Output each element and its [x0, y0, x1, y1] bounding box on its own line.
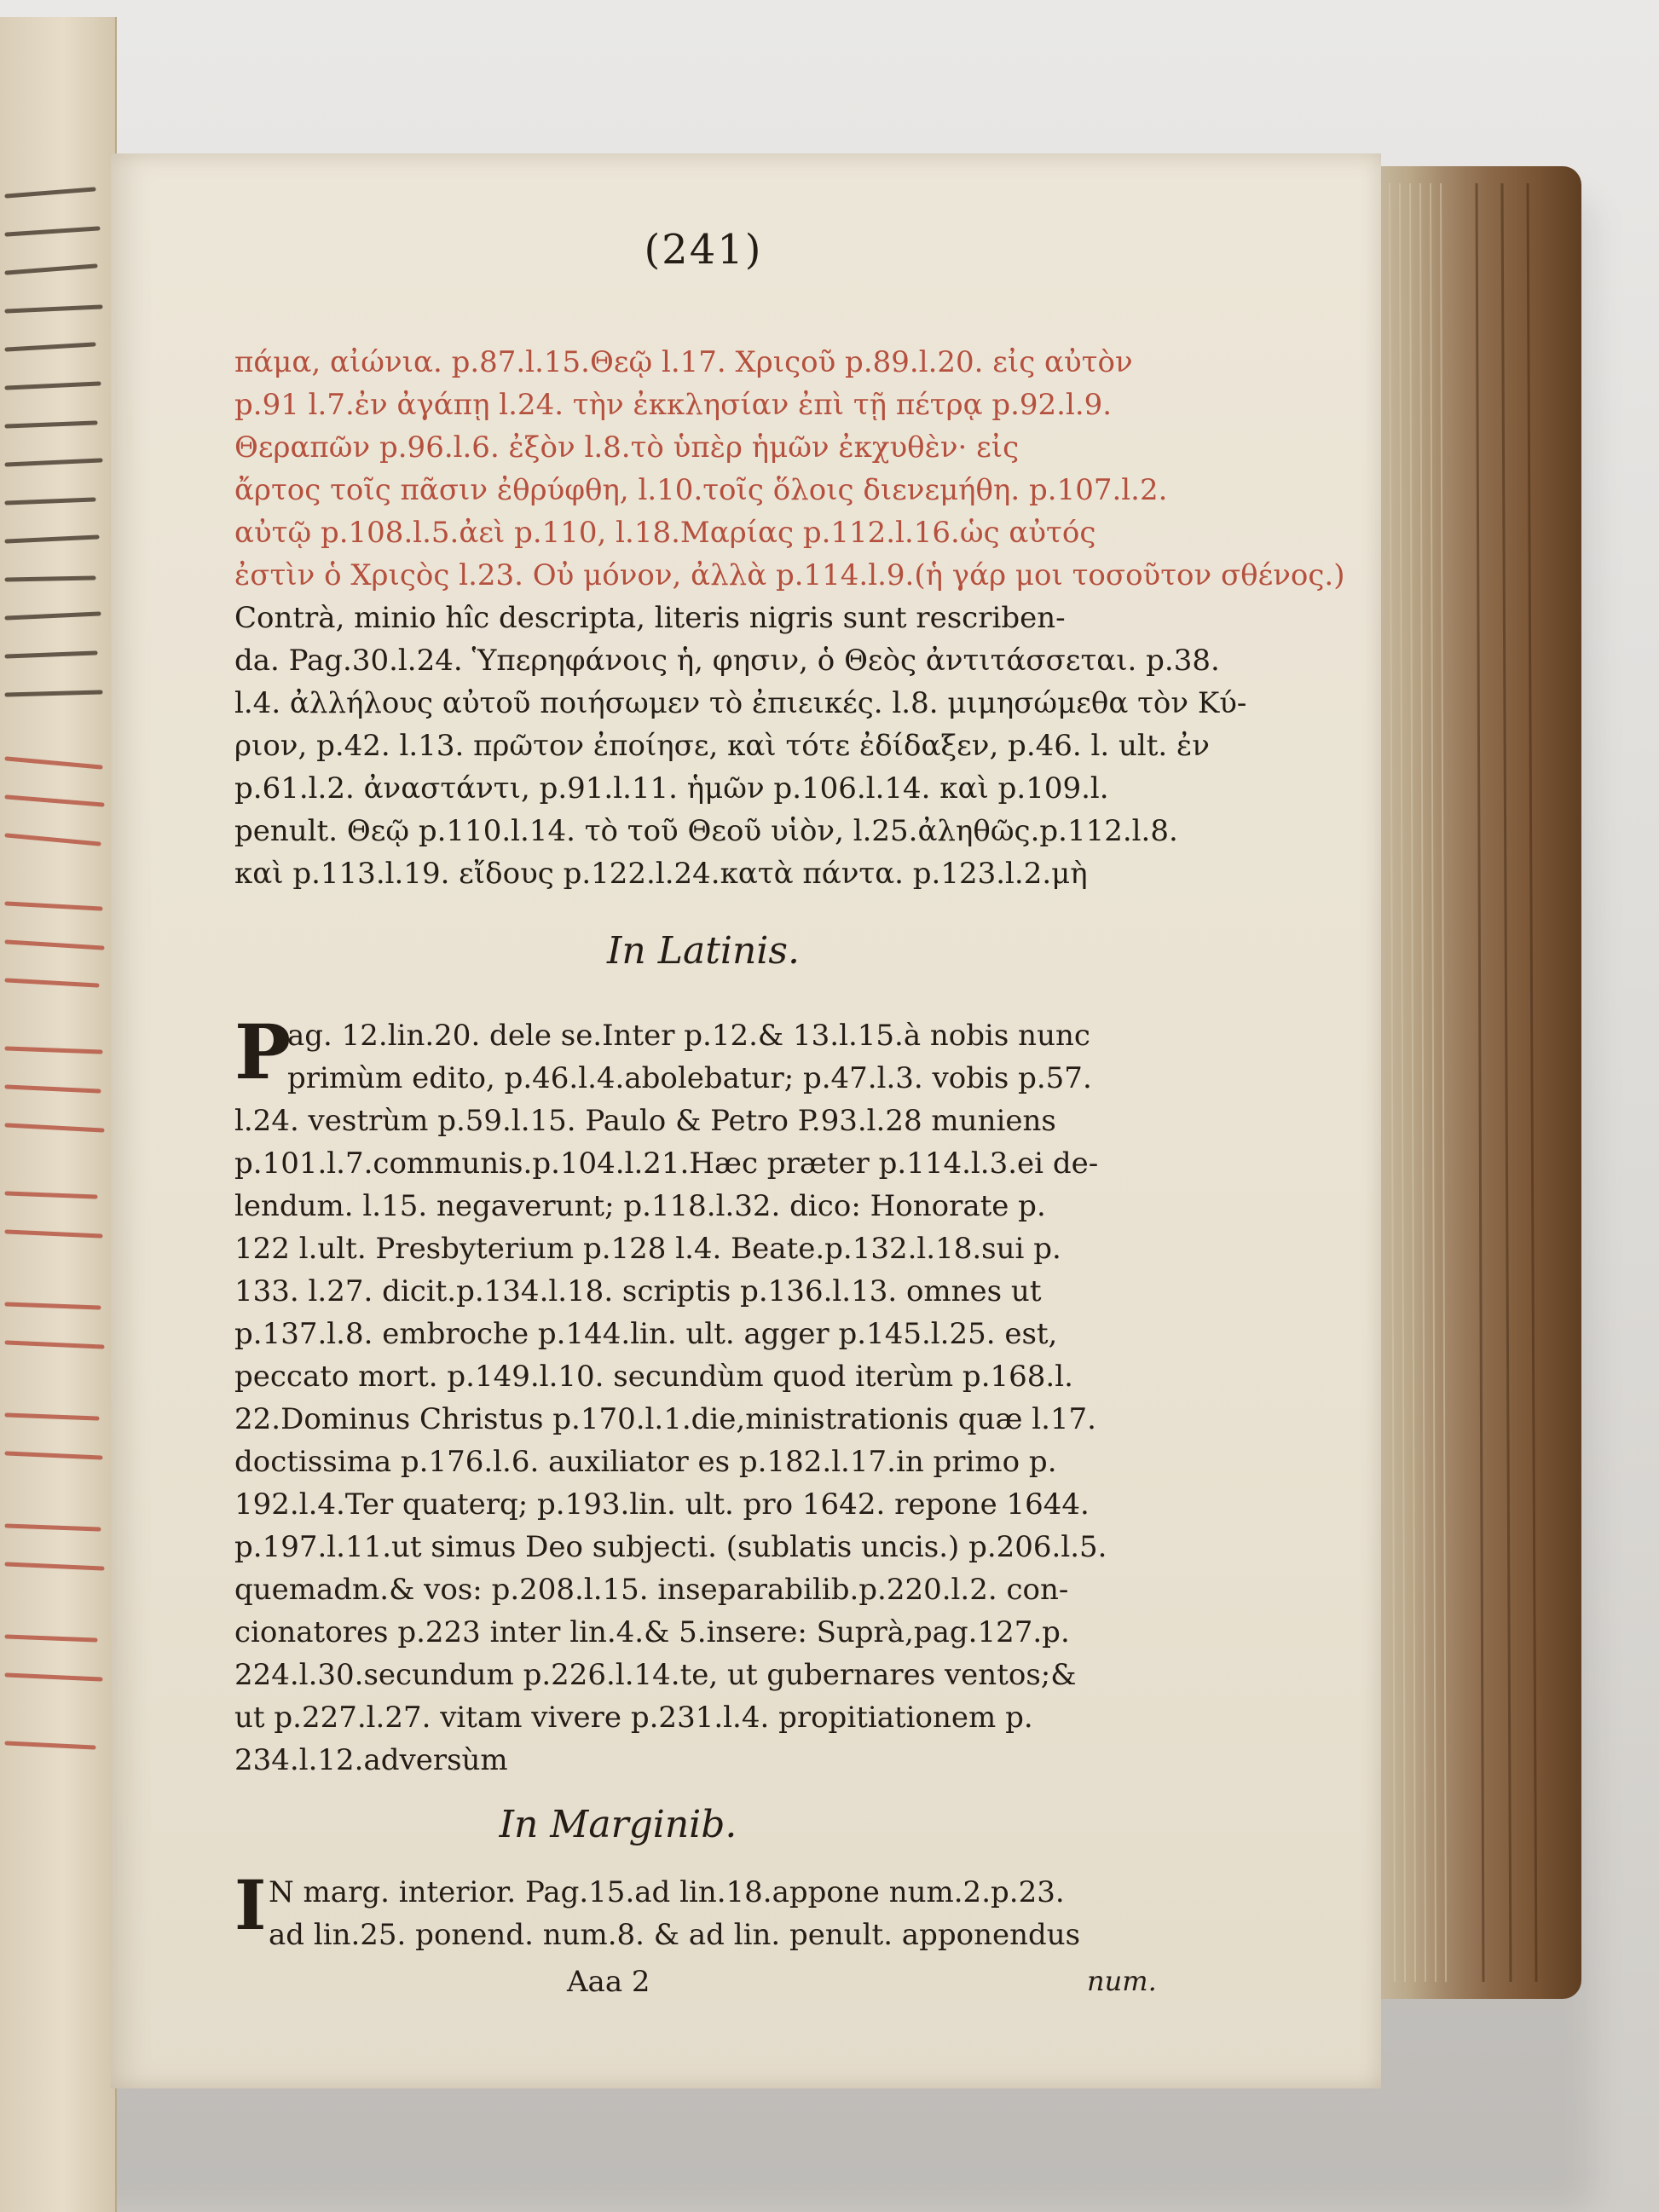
- latin-errata-line: p.197.l.11.ut simus Deo subjecti. (sublatis uncis.) p.206.l.5.: [234, 1530, 1107, 1564]
- latin-errata-line: p.137.l.8. embroche p.144.lin. ult. agger p.145.l.25. est,: [234, 1317, 1058, 1351]
- latin-errata-line: doctissima p.176.l.6. auxiliator es p.182.l.17.in primo p.: [234, 1445, 1057, 1479]
- errata-line: καὶ p.113.l.19. εἴδους p.122.l.24.κατὰ πάντα. p.123.l.2.μὴ: [234, 857, 1088, 891]
- errata-line: Contrà, minio hîc descripta, literis nigris sunt rescriben-: [234, 601, 1066, 635]
- signature-mark: Aaa 2: [567, 1965, 650, 1999]
- errata-line: da. Pag.30.l.24. Ὑπερηφάνοις ἡ, φησιν, ὁ Θεὸς ἀντιτάσσεται. p.38.: [234, 644, 1220, 678]
- latin-errata-line: ut p.227.l.27. vitam vivere p.231.l.4. propitiationem p.: [234, 1701, 1033, 1735]
- red-errata-line: p.91 l.7.ἐν ἀγάπῃ l.24. τὴν ἐκκλησίαν ἐπὶ τῇ πέτρᾳ p.92.l.9.: [234, 388, 1113, 422]
- page-number: (241): [644, 226, 763, 274]
- facing-page-text-marks: [0, 170, 115, 1790]
- latin-errata-line: cionatores p.223 inter lin.4.& 5.insere: Suprà,pag.127.p.: [234, 1615, 1070, 1649]
- latin-errata-line: primùm edito, p.46.l.4.abolebatur; p.47.l.3. vobis p.57.: [287, 1061, 1092, 1095]
- errata-line: p.61.l.2. ἀναστάντι, p.91.l.11. ἡμῶν p.106.l.14. καὶ p.109.l.: [234, 771, 1109, 806]
- section-heading-latinis: In Latinis.: [607, 929, 800, 973]
- red-errata-line: πάμα, αἰώνια. p.87.l.15.Θεῷ l.17. Χριςοῦ p.89.l.20. εἰς αὐτὸν: [234, 345, 1133, 379]
- latin-errata-line: ag. 12.lin.20. dele se.Inter p.12.& 13.l.15.à nobis nunc: [287, 1019, 1090, 1053]
- red-errata-line: Θεραπῶν p.96.l.6. ἐξὸν l.8.τὸ ὑπὲρ ἡμῶν ἐκχυθὲν· εἰς: [234, 430, 1020, 465]
- fore-edge-texture: [1383, 183, 1562, 1982]
- latin-errata-line: 234.l.12.adversùm: [234, 1743, 508, 1777]
- latin-errata-line: lendum. l.15. negaverunt; p.118.l.32. dico: Honorate p.: [234, 1189, 1046, 1223]
- errata-line: penult. Θεῷ p.110.l.14. τὸ τοῦ Θεοῦ υἱὸν, l.25.ἀληθῶς.p.112.l.8.: [234, 814, 1178, 848]
- latin-errata-line: 22.Dominus Christus p.170.l.1.die,ministrationis quæ l.17.: [234, 1402, 1096, 1436]
- drop-cap-p: P: [234, 1008, 292, 1096]
- red-errata-line: αὐτῷ p.108.l.5.ἀεὶ p.110, l.18.Μαρίας p.112.l.16.ὡς αὐτός: [234, 516, 1096, 550]
- errata-line: ριον, p.42. l.13. πρῶτον ἐποίησε, καὶ τότε ἐδίδαξεν, p.46. l. ult. ἐν: [234, 729, 1210, 763]
- latin-errata-line: 122 l.ult. Presbyterium p.128 l.4. Beate.p.132.l.18.sui p.: [234, 1232, 1061, 1266]
- red-errata-line: ἄρτος τοῖς πᾶσιν ἐθρύφθη, l.10.τοῖς ὅλοις διενεμήθη. p.107.l.2.: [234, 473, 1168, 507]
- latin-errata-line: 192.l.4.Ter quaterq; p.193.lin. ult. pro 1642. repone 1644.: [234, 1487, 1090, 1522]
- book-page: [111, 153, 1381, 2088]
- latin-errata-line: 224.l.30.secundum p.226.l.14.te, ut gubernares ventos;&: [234, 1658, 1077, 1692]
- section-heading-marginib: In Marginib.: [499, 1803, 737, 1846]
- latin-errata-line: l.24. vestrùm p.59.l.15. Paulo & Petro P.93.l.28 muniens: [234, 1104, 1056, 1138]
- drop-cap-i: I: [234, 1865, 267, 1945]
- red-errata-line: ἐστὶν ὁ Χριςὸς l.23. Οὐ μόνον, ἀλλὰ p.114.l.9.(ἡ γάρ μοι τοσοῦτον σθένος.): [234, 558, 1345, 592]
- margin-errata-line: N marg. interior. Pag.15.ad lin.18.appone num.2.p.23.: [269, 1875, 1065, 1909]
- latin-errata-line: peccato mort. p.149.l.10. secundùm quod iterùm p.168.l.: [234, 1360, 1073, 1394]
- latin-errata-line: 133. l.27. dicit.p.134.l.18. scriptis p.136.l.13. omnes ut: [234, 1274, 1042, 1308]
- facing-page-edge: [0, 17, 117, 2212]
- errata-line: l.4. ἀλλήλους αὐτοῦ ποιήσωμεν τὸ ἐπιεικές. l.8. μιμησώμεθα τὸν Κύ-: [234, 686, 1247, 720]
- latin-errata-line: quemadm.& vos: p.208.l.15. inseparabilib.p.220.l.2. con-: [234, 1573, 1069, 1607]
- margin-errata-line: ad lin.25. ponend. num.8. & ad lin. penult. apponendus: [269, 1918, 1081, 1952]
- latin-errata-line: p.101.l.7.communis.p.104.l.21.Hæc præter p.114.l.3.ei de-: [234, 1146, 1099, 1181]
- catchword: num.: [1087, 1965, 1157, 1997]
